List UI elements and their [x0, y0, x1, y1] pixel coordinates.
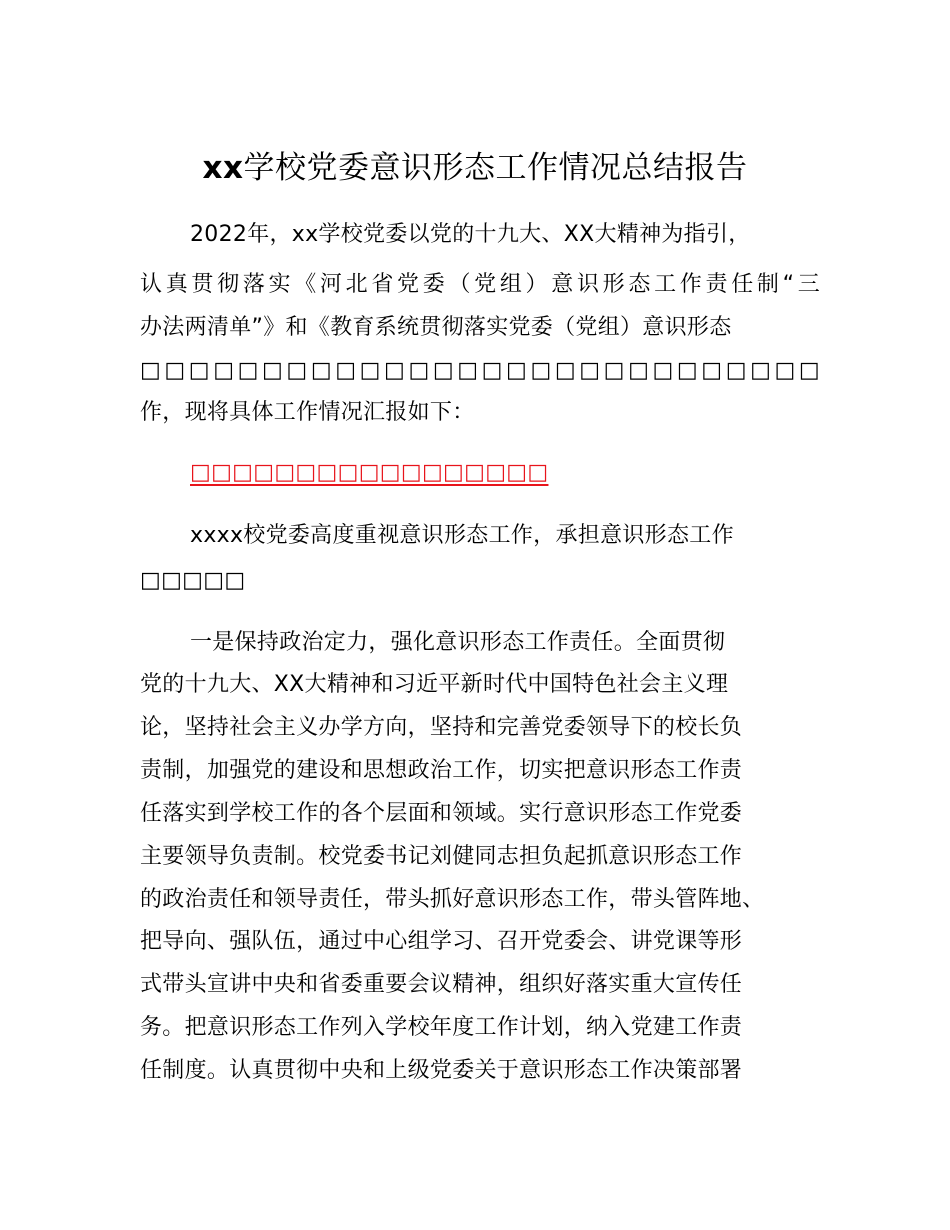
document-title	[0, 140, 950, 196]
section-heading-text: □□□□□□□□□□□□□□□□□	[190, 460, 549, 485]
paragraph-1-line-2: 认真贯彻落实《河北省党委（党组）意识形态工作责任制“三	[140, 272, 820, 297]
paragraph-3-line-9: 式带头宣讲中央和省委重要会议精神，组织好落实重大宣传任	[140, 972, 743, 997]
paragraph-3-line-2: 党的十九大、XX大精神和习近平新时代中国特色社会主义理	[140, 672, 729, 697]
paragraph-3-line-10: 务。把意识形态工作列入学校年度工作计划，纳入党建工作责	[140, 1015, 743, 1040]
paragraph-3-line-5: 任落实到学校工作的各个层面和领域。实行意识形态工作党委	[140, 801, 743, 826]
section-heading	[190, 453, 820, 493]
paragraph-3-line-11: 任制度。认真贯彻中央和上级党委关于意识形态工作决策部署	[140, 1058, 743, 1083]
paragraph-1-line-5: 作，现将具体工作情况汇报如下：	[140, 400, 475, 425]
paragraph-1-line-1: 2022年，xx学校党委以党的十九大、XX大精神为指引，	[190, 222, 751, 247]
document-title-lead: xx	[202, 150, 244, 186]
paragraph-1-line-3: 办法两清单”》和《教育系统贯彻落实党委（党组）意识形态	[140, 315, 732, 340]
paragraph-1-line-4: □□□□□□□□□□□□□□□□□□□□□□□□□□□□	[140, 358, 820, 383]
paragraph-3-line-7: 的政治责任和领导责任，带头抓好意识形态工作，带头管阵地、	[140, 887, 765, 912]
paragraph-2-line-1: xxxx校党委高度重视意识形态工作，承担意识形态工作	[190, 523, 734, 548]
document-title-rest: 学校党委意识形态工作情况总结报告	[243, 150, 748, 186]
paragraph-3-line-4: 责制，加强党的建设和思想政治工作，切实把意识形态工作责	[140, 758, 743, 783]
paragraph-3-line-3: 论，坚持社会主义办学方向，坚持和完善党委领导下的校长负	[140, 715, 743, 740]
paragraph-3-line-8: 把导向、强队伍，通过中心组学习、召开党委会、讲党课等形	[140, 929, 743, 954]
paragraph-3-line-1: 一是保持政治定力，强化意识形态工作责任。全面贯彻	[190, 630, 726, 655]
paragraph-2-line-2: □□□□□	[140, 568, 246, 593]
paragraph-3-line-6: 主要领导负责制。校党委书记刘健同志担负起抓意识形态工作	[140, 844, 743, 869]
